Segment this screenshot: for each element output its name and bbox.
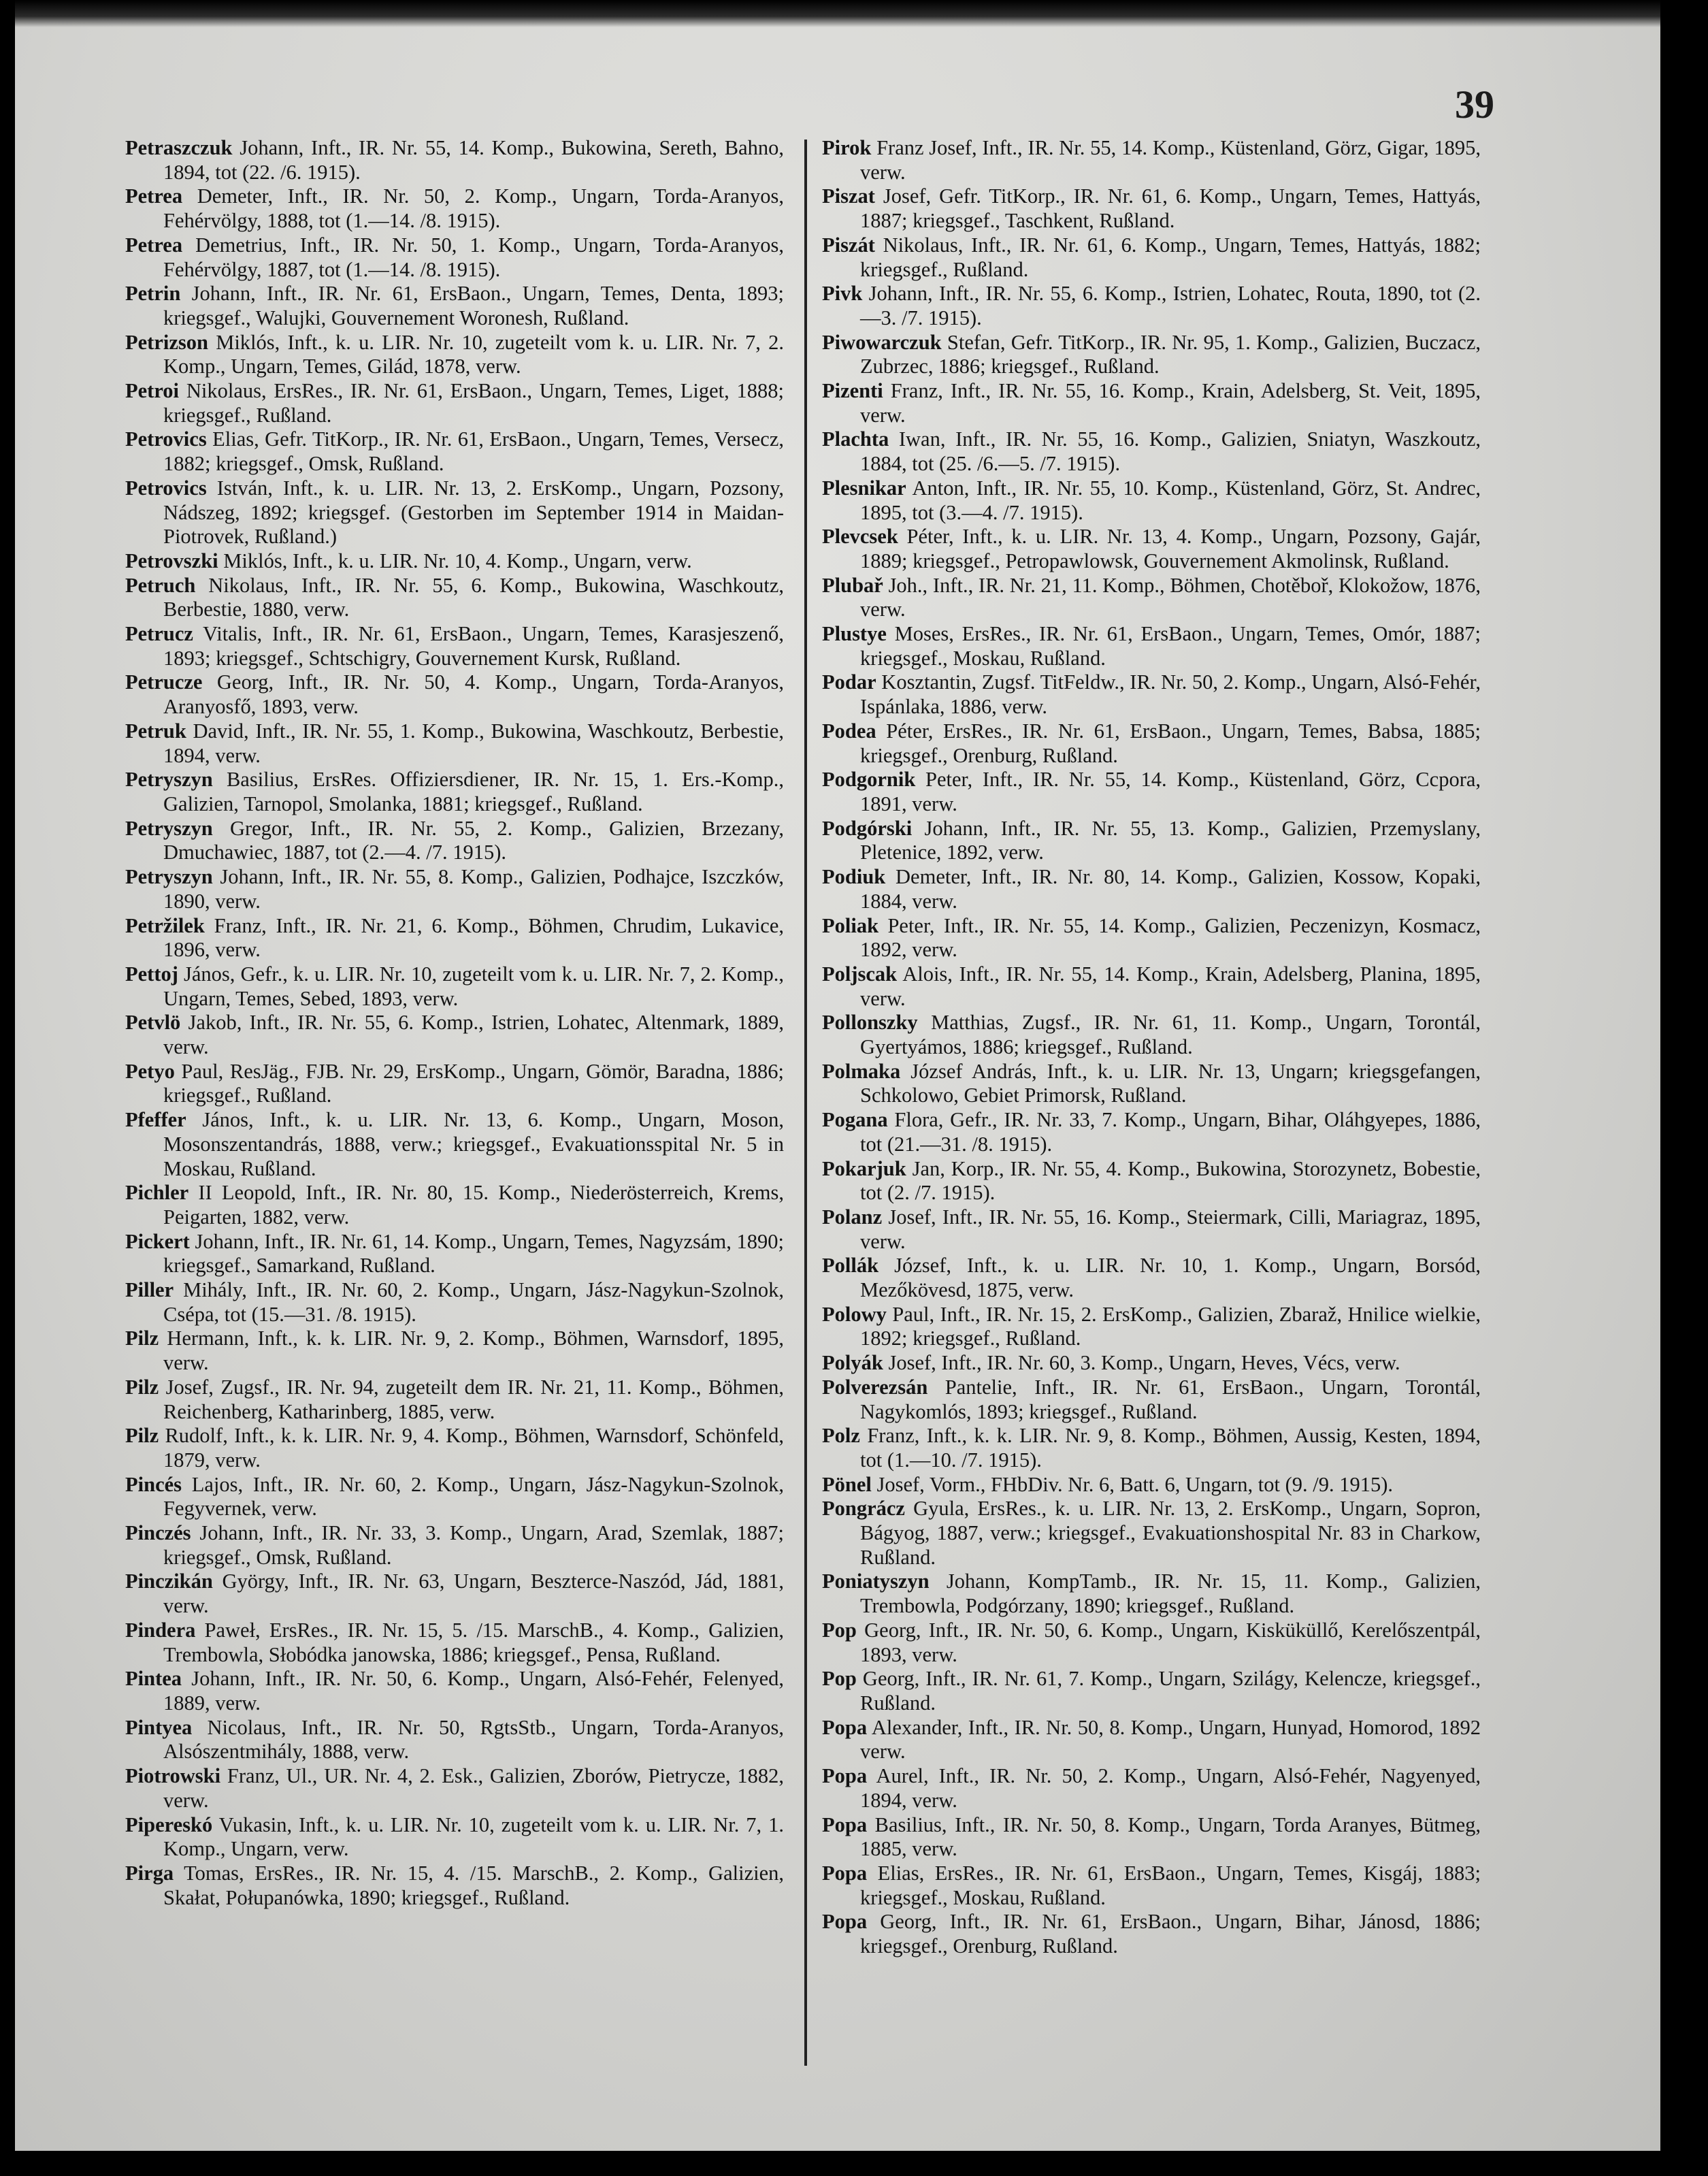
entry-surname: Popa: [822, 1764, 868, 1788]
entry-details: Aurel, Inft., IR. Nr. 50, 2. Komp., Ungarn, Alsó-Fehér, Nagyenyed, 1894, verw.: [860, 1764, 1481, 1812]
entry-details: Franz, Inft., IR. Nr. 55, 16. Komp., Krain, Adelsberg, St. Veit, 1895, verw.: [860, 379, 1481, 427]
list-entry: [125, 622, 784, 670]
entry-details: Georg, Inft., IR. Nr. 50, 6. Komp., Ungarn, Kisküküllő, Kerelőszentpál, 1893, verw.: [860, 1618, 1481, 1666]
entry-surname: Pollák: [822, 1254, 879, 1278]
list-entry: [125, 549, 784, 574]
list-entry: [822, 1254, 1481, 1302]
list-entry: [822, 1473, 1481, 1497]
entry-details: II Leopold, Inft., IR. Nr. 80, 15. Komp., Niederösterreich, Krems, Peigarten, 1882, verw.: [163, 1181, 784, 1229]
entry-details: Pantelie, Inft., IR. Nr. 61, ErsBaon., Ungarn, Torontál, Nagykomlós, 1893; kriegsgef., Rußland.: [860, 1375, 1481, 1423]
entry-surname: Petvlö: [125, 1011, 181, 1035]
entry-surname: Pintea: [125, 1667, 182, 1691]
list-entry: [822, 379, 1481, 427]
entry-surname: Pfeffer: [125, 1108, 186, 1132]
entry-surname: Podea: [822, 719, 876, 743]
entry-details: Hermann, Inft., k. k. LIR. Nr. 9, 2. Komp., Böhmen, Warnsdorf, 1895, verw.: [163, 1327, 784, 1375]
entry-surname: Pivk: [822, 282, 863, 306]
list-entry: [822, 331, 1481, 379]
scan-border-bottom: [0, 2151, 1708, 2176]
entry-surname: Piller: [125, 1278, 174, 1302]
entry-surname: Popa: [822, 1910, 868, 1934]
list-entry: [822, 1424, 1481, 1472]
list-entry: [822, 719, 1481, 768]
list-entry: [125, 865, 784, 913]
list-entry: [822, 1205, 1481, 1254]
list-entry: [125, 1424, 784, 1472]
entry-surname: Petrucze: [125, 670, 203, 694]
entry-details: Paweł, ErsRes., IR. Nr. 15, 5. /15. MarschB., 4. Komp., Galizien, Trembowla, Słobódka janowska, 1886; kriegsgef., Pensa, Rußland.: [163, 1618, 785, 1666]
list-entry: [822, 962, 1481, 1011]
entry-details: Johann, Inft., IR. Nr. 61, 14. Komp., Ungarn, Temes, Nagyzsám, 1890; kriegsgef., Samarkand, Rußland.: [163, 1229, 784, 1278]
entry-surname: Polmaka: [822, 1059, 901, 1083]
entry-details: Rudolf, Inft., k. k. LIR. Nr. 9, 4. Komp., Böhmen, Warnsdorf, Schönfeld, 1879, verw.: [163, 1424, 784, 1472]
entry-details: David, Inft., IR. Nr. 55, 1. Komp., Bukowina, Waschkoutz, Berbestie, 1894, verw.: [163, 719, 784, 767]
entry-surname: Pichler: [125, 1181, 189, 1205]
entry-details: Alois, Inft., IR. Nr. 55, 14. Komp., Krain, Adelsberg, Planina, 1895, verw.: [860, 962, 1481, 1010]
entry-details: Vitalis, Inft., IR. Nr. 61, ErsBaon., Ungarn, Temes, Karasjeszenő, 1893; kriegsgef., Schtschigry, Gouvernement Kursk, Rußland.: [163, 622, 784, 670]
entry-details: Miklós, Inft., k. u. LIR. Nr. 10, zugeteilt vom k. u. LIR. Nr. 7, 2. Komp., Ungarn, Temes, Gilád, 1878, verw.: [163, 330, 785, 378]
list-entry: [822, 1376, 1481, 1424]
entry-details: Johann, Inft., IR. Nr. 33, 3. Komp., Ungarn, Arad, Szemlak, 1887; kriegsgef., Omsk, Rußland.: [163, 1521, 784, 1569]
entry-surname: Podiuk: [822, 865, 886, 889]
entry-surname: Polanz: [822, 1205, 883, 1229]
entry-details: Elias, ErsRes., IR. Nr. 61, ErsBaon., Ungarn, Temes, Kisgáj, 1883; kriegsgef., Moskau, Rußland.: [860, 1861, 1481, 1909]
entry-details: Basilius, ErsRes. Offiziersdiener, IR. Nr. 15, 1. Ers.-Komp., Galizien, Tarnopol, Smolanka, 1881; kriegsgef., Rußland.: [163, 768, 784, 815]
entry-surname: Pogana: [822, 1108, 888, 1132]
entry-details: Georg, Inft., IR. Nr. 50, 4. Komp., Ungarn, Torda-Aranyos, Aranyosfő, 1893, verw.: [163, 670, 784, 719]
list-entry: [822, 1108, 1481, 1156]
entry-surname: Polyák: [822, 1351, 883, 1375]
entry-details: József, Inft., k. u. LIR. Nr. 10, 1. Komp., Ungarn, Borsód, Mezőkövesd, 1875, verw.: [860, 1254, 1481, 1302]
list-entry: [822, 1011, 1481, 1059]
entry-surname: Polz: [822, 1424, 860, 1448]
list-entry: [822, 184, 1481, 233]
entry-surname: Pirok: [822, 136, 872, 159]
entry-details: Gyula, ErsRes., k. u. LIR. Nr. 13, 2. ErsKomp., Ungarn, Sopron, Bágyog, 1887, verw.; kriegsgef., Evakuationshospital Nr. 83 in Charkow, Rußland.: [860, 1497, 1481, 1569]
entry-surname: Piwowarczuk: [822, 330, 942, 354]
list-entry: [125, 1667, 784, 1715]
entry-surname: Pipereskó: [125, 1813, 213, 1836]
entry-surname: Pokarjuk: [822, 1156, 906, 1180]
entry-details: Nicolaus, Inft., IR. Nr. 50, RgtsStb., Ungarn, Torda-Aranyos, Alsószentmihály, 1888, verw.: [163, 1715, 784, 1764]
entry-surname: Poljscak: [822, 962, 898, 986]
list-entry: [822, 1619, 1481, 1667]
entry-surname: Petruch: [125, 573, 196, 597]
entry-details: Jakob, Inft., IR. Nr. 55, 6. Komp., Istrien, Lohatec, Altenmark, 1889, verw.: [163, 1011, 785, 1059]
entry-surname: Petruk: [125, 719, 186, 743]
entry-details: Franz, Inft., k. k. LIR. Nr. 9, 8. Komp., Böhmen, Aussig, Kesten, 1894, tot (1.—10. /7. 1915).: [860, 1424, 1481, 1472]
entry-surname: Polverezsán: [822, 1375, 928, 1399]
list-entry: [125, 1376, 784, 1424]
entry-surname: Pongrácz: [822, 1497, 905, 1521]
entry-surname: Pizenti: [822, 379, 883, 403]
entry-surname: Pilz: [125, 1375, 159, 1399]
entry-details: József András, Inft., k. u. LIR. Nr. 13, Ungarn; kriegsgefangen, Schkolowo, Gebiet Primorsk, Rußland.: [860, 1059, 1481, 1107]
list-entry: [125, 962, 784, 1011]
entry-surname: Pickert: [125, 1229, 190, 1253]
entry-surname: Petrea: [125, 233, 183, 257]
entry-surname: Petrucz: [125, 622, 193, 646]
entry-surname: Pop: [822, 1618, 857, 1642]
list-entry: [822, 1157, 1481, 1205]
entry-surname: Pettoj: [125, 962, 178, 986]
list-entry: [125, 1011, 784, 1059]
list-entry: [822, 865, 1481, 913]
entry-details: Miklós, Inft., k. u. LIR. Nr. 10, 4. Komp., Ungarn, verw.: [223, 549, 692, 572]
entry-surname: Podgórski: [822, 816, 913, 840]
list-entry: [822, 817, 1481, 865]
list-entry: [125, 1716, 784, 1764]
list-entry: [822, 574, 1481, 622]
entry-details: Johann, Inft., IR. Nr. 61, ErsBaon., Ungarn, Temes, Denta, 1893; kriegsgef., Walujki, Gouvernement Woronesh, Rußland.: [163, 282, 784, 329]
entry-details: Vukasin, Inft., k. u. LIR. Nr. 10, zugeteilt vom k. u. LIR. Nr. 7, 1. Komp., Ungarn, verw.: [163, 1813, 785, 1861]
entry-surname: Petyo: [125, 1059, 175, 1083]
list-entry: [125, 817, 784, 865]
entry-surname: Pincés: [125, 1472, 182, 1496]
entry-surname: Petryszyn: [125, 865, 213, 889]
list-entry: [822, 1910, 1481, 1958]
entry-surname: Pilz: [125, 1327, 159, 1350]
entry-details: Franz Josef, Inft., IR. Nr. 55, 14. Komp., Küstenland, Görz, Gigar, 1895, verw.: [860, 136, 1481, 184]
list-entry: [822, 914, 1481, 962]
entry-surname: Petržilek: [125, 913, 205, 937]
entry-details: Josef, Vorm., FHbDiv. Nr. 6, Batt. 6, Ungarn, tot (9. /9. 1915).: [876, 1472, 1394, 1496]
entry-details: Kosztantin, Zugsf. TitFeldw., IR. Nr. 50, 2. Komp., Ungarn, Alsó-Fehér, Ispánlaka, 1886, verw.: [860, 670, 1481, 719]
entry-details: Stefan, Gefr. TitKorp., IR. Nr. 95, 1. Komp., Galizien, Buczacz, Zubrzec, 1886; kriegsgef., Rußland.: [860, 330, 1481, 378]
entry-details: Paul, Inft., IR. Nr. 15, 2. ErsKomp., Galizien, Zbaraž, Hnilice wielkie, 1892; kriegsgef., Rußland.: [860, 1302, 1481, 1350]
list-entry: [822, 1667, 1481, 1715]
list-entry: [125, 1108, 784, 1181]
list-entry: [125, 670, 784, 719]
list-entry: [125, 136, 784, 184]
list-entry: [125, 1619, 784, 1667]
list-entry: [125, 1521, 784, 1570]
entry-surname: Petrin: [125, 282, 181, 306]
left-column: [125, 136, 784, 2056]
entry-surname: Plevcsek: [822, 525, 898, 549]
entry-surname: Plesnikar: [822, 476, 906, 500]
entry-details: Alexander, Inft., IR. Nr. 50, 8. Komp., Ungarn, Hunyad, Homorod, 1892 verw.: [860, 1715, 1481, 1764]
entry-details: Peter, Inft., IR. Nr. 55, 14. Komp., Küstenland, Görz, Ccpora, 1891, verw.: [860, 768, 1481, 815]
entry-surname: Pintyea: [125, 1715, 193, 1739]
entry-details: Josef, Zugsf., IR. Nr. 94, zugeteilt dem IR. Nr. 21, 11. Komp., Böhmen, Reichenberg, Katharinberg, 1885, verw.: [163, 1375, 784, 1423]
list-entry: [125, 1230, 784, 1278]
entry-surname: Petrea: [125, 184, 183, 208]
entry-details: Iwan, Inft., IR. Nr. 55, 16. Komp., Galizien, Sniatyn, Waszkoutz, 1884, tot (25. /6.—5. /7. 1915).: [860, 427, 1481, 476]
entry-surname: Popa: [822, 1813, 868, 1836]
entry-details: Paul, ResJäg., FJB. Nr. 29, ErsKomp., Ungarn, Gömör, Baradna, 1886; kriegsgef., Rußland.: [163, 1059, 784, 1107]
list-entry: [125, 379, 784, 427]
entry-details: Georg, Inft., IR. Nr. 61, ErsBaon., Ungarn, Bihar, Jánosd, 1886; kriegsgef., Orenburg, Rußland.: [860, 1910, 1481, 1958]
entry-surname: Piotrowski: [125, 1764, 221, 1788]
entry-surname: Podgornik: [822, 768, 916, 792]
entry-details: György, Inft., IR. Nr. 63, Ungarn, Beszterce-Naszód, Jád, 1881, verw.: [163, 1570, 784, 1618]
entry-surname: Pilz: [125, 1424, 159, 1448]
list-entry: [125, 1060, 784, 1108]
list-entry: [822, 1570, 1481, 1618]
entry-surname: Petryszyn: [125, 768, 213, 792]
list-entry: [822, 1716, 1481, 1764]
entry-surname: Pinczés: [125, 1521, 191, 1545]
entry-details: Nikolaus, Inft., IR. Nr. 61, 6. Komp., Ungarn, Temes, Hattyás, 1882; kriegsgef., Rußland.: [860, 233, 1481, 281]
entry-details: Johann, Inft., IR. Nr. 55, 8. Komp., Galizien, Podhajce, Iszczków, 1890, verw.: [163, 865, 784, 913]
list-entry: [822, 1303, 1481, 1351]
entry-details: Franz, Ul., UR. Nr. 4, 2. Esk., Galizien, Zborów, Pietrycze, 1882, verw.: [163, 1764, 784, 1812]
list-entry: [822, 1764, 1481, 1813]
entry-surname: Petrizson: [125, 330, 208, 354]
entry-surname: Pönel: [822, 1472, 872, 1496]
entry-details: Peter, Inft., IR. Nr. 55, 14. Komp., Galizien, Peczenizyn, Kosmacz, 1892, verw.: [860, 913, 1481, 962]
list-entry: [125, 1327, 784, 1375]
entry-details: Josef, Inft., IR. Nr. 55, 16. Komp., Steiermark, Cilli, Mariagraz, 1895, verw.: [860, 1205, 1481, 1253]
entry-details: István, Inft., k. u. LIR. Nr. 13, 2. ErsKomp., Ungarn, Pozsony, Nádszeg, 1892; kriegsgef. (Gestorben im September 1914 in Maidan-Piotrovek, Rußland.): [163, 476, 784, 549]
entry-details: Joh., Inft., IR. Nr. 21, 11. Komp., Böhmen, Chotěboř, Klokožow, 1876, verw.: [860, 573, 1481, 621]
list-entry: [125, 914, 784, 962]
list-entry: [125, 476, 784, 549]
entry-details: Demetrius, Inft., IR. Nr. 50, 1. Komp., Ungarn, Torda-Aranyos, Fehérvölgy, 1887, tot (1.—14. /8. 1915).: [163, 233, 784, 281]
list-entry: [125, 1278, 784, 1327]
entry-details: Péter, ErsRes., IR. Nr. 61, ErsBaon., Ungarn, Temes, Babsa, 1885; kriegsgef., Orenburg, Rußland.: [860, 719, 1481, 767]
entry-details: Georg, Inft., IR. Nr. 61, 7. Komp., Ungarn, Szilágy, Kelencze, kriegsgef., Rußland.: [860, 1667, 1481, 1715]
entry-surname: Pirga: [125, 1861, 174, 1885]
entry-details: Josef, Gefr. TitKorp., IR. Nr. 61, 6. Komp., Ungarn, Temes, Hattyás, 1887; kriegsgef., Taschkent, Rußland.: [860, 184, 1481, 233]
entry-details: Josef, Inft., IR. Nr. 60, 3. Komp., Ungarn, Heves, Vécs, verw.: [888, 1351, 1400, 1375]
list-entry: [822, 1497, 1481, 1570]
entry-details: Johann, Inft., IR. Nr. 55, 6. Komp., Istrien, Lohatec, Routa, 1890, tot (2.—3. /7. 1915).: [860, 282, 1481, 329]
list-entry: [125, 427, 784, 476]
entry-details: Moses, ErsRes., IR. Nr. 61, ErsBaon., Ungarn, Temes, Omór, 1887; kriegsgef., Moskau, Rußland.: [860, 622, 1481, 670]
list-entry: [822, 670, 1481, 719]
entry-surname: Podar: [822, 670, 876, 694]
entry-details: Gregor, Inft., IR. Nr. 55, 2. Komp., Galizien, Brzezany, Dmuchawiec, 1887, tot (2.—4. /7. 1915).: [163, 816, 785, 864]
entry-details: Johann, KompTamb., IR. Nr. 15, 11. Komp., Galizien, Trembowla, Podgórzany, 1890; kriegsgef., Rußland.: [860, 1570, 1481, 1618]
entry-details: Jan, Korp., IR. Nr. 55, 4. Komp., Bukowina, Storozynetz, Bobestie, tot (2. /7. 1915).: [860, 1156, 1481, 1205]
scan-border-right: [1660, 0, 1708, 2176]
entry-details: Tomas, ErsRes., IR. Nr. 15, 4. /15. MarschB., 2. Komp., Galizien, Skałat, Połupanówka, 1890; kriegsgef., Rußland.: [163, 1861, 784, 1909]
list-entry: [822, 1862, 1481, 1910]
column-divider: [804, 140, 807, 2066]
entry-details: János, Inft., k. u. LIR. Nr. 13, 6. Komp., Ungarn, Moson, Mosonszentandrás, 1888, verw.; kriegsgef., Evakuationsspital Nr. 5 in Moskau, Rußland.: [163, 1108, 784, 1180]
entry-surname: Poliak: [822, 913, 879, 937]
list-entry: [822, 1351, 1481, 1376]
list-entry: [125, 331, 784, 379]
list-entry: [822, 1813, 1481, 1862]
right-column: [822, 136, 1481, 2056]
list-entry: [125, 1862, 784, 1910]
entry-surname: Piszat: [822, 184, 875, 208]
list-entry: [125, 1570, 784, 1618]
list-entry: [822, 622, 1481, 670]
list-entry: [125, 719, 784, 768]
entry-surname: Petroi: [125, 379, 180, 403]
entry-details: Nikolaus, ErsRes., IR. Nr. 61, ErsBaon., Ungarn, Temes, Liget, 1888; kriegsgef., Rußland.: [163, 379, 784, 427]
entry-surname: Plachta: [822, 427, 889, 451]
list-entry: [125, 1473, 784, 1521]
entry-details: Johann, Inft., IR. Nr. 50, 6. Komp., Ungarn, Alsó-Fehér, Felenyed, 1889, verw.: [163, 1667, 785, 1715]
entry-details: János, Gefr., k. u. LIR. Nr. 10, zugeteilt vom k. u. LIR. Nr. 7, 2. Komp., Ungarn, Temes, Sebed, 1893, verw.: [163, 962, 785, 1010]
entry-surname: Piszát: [822, 233, 875, 257]
entry-surname: Petryszyn: [125, 816, 213, 840]
scan-border-top: [0, 0, 1708, 27]
entry-details: Lajos, Inft., IR. Nr. 60, 2. Komp., Ungarn, Jász-Nagykun-Szolnok, Fegyvernek, verw.: [163, 1472, 785, 1521]
scan-border-left: [0, 0, 15, 2176]
entry-details: Elias, Gefr. TitKorp., IR. Nr. 61, ErsBaon., Ungarn, Temes, Versecz, 1882; kriegsgef., Omsk, Rußland.: [163, 427, 785, 476]
entry-details: Demeter, Inft., IR. Nr. 50, 2. Komp., Ungarn, Torda-Aranyos, Fehérvölgy, 1888, tot (1.—14. /8. 1915).: [163, 184, 785, 233]
entry-surname: Pollonszky: [822, 1011, 918, 1035]
entry-surname: Petrovics: [125, 476, 207, 500]
entry-surname: Pindera: [125, 1618, 196, 1642]
entry-details: Johann, Inft., IR. Nr. 55, 14. Komp., Bukowina, Sereth, Bahno, 1894, tot (22. /6. 1915).: [163, 136, 784, 184]
entry-details: Basilius, Inft., IR. Nr. 50, 8. Komp., Ungarn, Torda Aranyes, Bütmeg, 1885, verw.: [860, 1813, 1481, 1861]
list-entry: [822, 233, 1481, 282]
entry-details: Mihály, Inft., IR. Nr. 60, 2. Komp., Ungarn, Jász-Nagykun-Szolnok, Csépa, tot (15.—31. /8. 1915).: [163, 1278, 784, 1326]
entry-details: Nikolaus, Inft., IR. Nr. 55, 6. Komp., Bukowina, Waschkoutz, Berbestie, 1880, verw.: [163, 573, 784, 621]
entry-details: Johann, Inft., IR. Nr. 55, 13. Komp., Galizien, Przemyslany, Pletenice, 1892, verw.: [860, 816, 1481, 864]
list-entry: [125, 233, 784, 282]
list-entry: [125, 1764, 784, 1813]
list-entry: [822, 427, 1481, 476]
list-entry: [125, 574, 784, 622]
entry-details: Flora, Gefr., IR. Nr. 33, 7. Komp., Ungarn, Bihar, Oláhgyepes, 1886, tot (21.—31. /8. 1915).: [860, 1108, 1481, 1156]
page-number: 39: [1455, 82, 1494, 127]
entry-surname: Popa: [822, 1715, 868, 1739]
list-entry: [822, 525, 1481, 573]
entry-surname: Petrovszki: [125, 549, 218, 572]
entry-details: Franz, Inft., IR. Nr. 21, 6. Komp., Böhmen, Chrudim, Lukavice, 1896, verw.: [163, 913, 784, 962]
entry-surname: Pop: [822, 1667, 857, 1691]
entry-details: Demeter, Inft., IR. Nr. 80, 14. Komp., Galizien, Kossow, Kopaki, 1884, verw.: [860, 865, 1481, 913]
entry-details: Matthias, Zugsf., IR. Nr. 61, 11. Komp., Ungarn, Torontál, Gyertyámos, 1886; kriegsgef., Rußland.: [860, 1011, 1481, 1059]
entry-surname: Poniatyszyn: [822, 1570, 930, 1593]
entry-surname: Plubař: [822, 573, 883, 597]
list-entry: [125, 1813, 784, 1862]
entry-surname: Plustye: [822, 622, 887, 646]
list-entry: [822, 136, 1481, 184]
list-entry: [822, 282, 1481, 330]
list-entry: [822, 768, 1481, 816]
list-entry: [125, 282, 784, 330]
entry-surname: Popa: [822, 1861, 868, 1885]
entry-surname: Pinczikán: [125, 1570, 213, 1593]
entry-surname: Petraszczuk: [125, 136, 233, 159]
list-entry: [125, 768, 784, 816]
entry-details: Anton, Inft., IR. Nr. 55, 10. Komp., Küstenland, Görz, St. Andrec, 1895, tot (3.—4. /7. 1915).: [860, 476, 1481, 524]
entry-surname: Petrovics: [125, 427, 207, 451]
list-entry: [125, 184, 784, 233]
entry-details: Péter, Inft., k. u. LIR. Nr. 13, 4. Komp., Ungarn, Pozsony, Gajár, 1889; kriegsgef., Petropawlowsk, Gouvernement Akmolinsk, Rußland.: [860, 525, 1481, 572]
list-entry: [822, 1060, 1481, 1108]
list-entry: [822, 476, 1481, 525]
entry-surname: Polowy: [822, 1302, 887, 1326]
list-entry: [125, 1181, 784, 1229]
